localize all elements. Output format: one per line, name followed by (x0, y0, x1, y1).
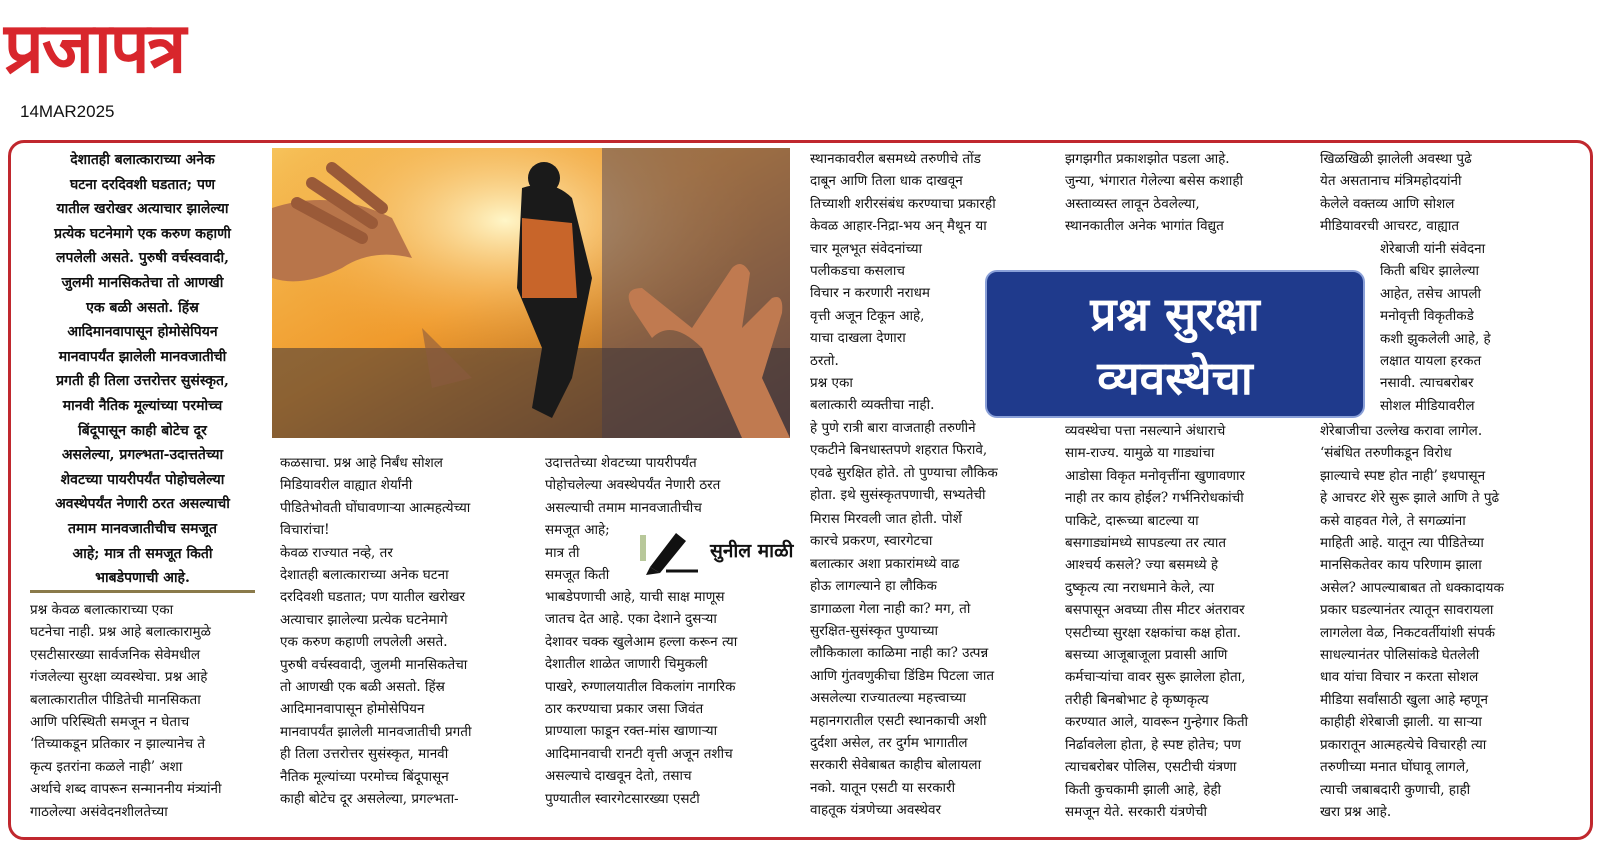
column-6-text: शेरेबाजीचा उल्लेख करावा लागेल. ‘संबंधित तरुणीकडून विरोध झाल्याचे स्पष्ट होत नाही’ इथपासून हे आचरट शेरे सुरू झाले आणि ते पुढे कसे वाहवत गेले, ते सगळ्यांना माहिती आहे. यातून त्या पीडितेच्या मानसिकतेवर काय परिणाम झाला असेल? आपल्याबाबत तो धक्कादायक प्रकार घडल्यानंतर त्यातून सावरायला लागलेला वेळ, निकटवर्तीयांशी संपर्क साधल्यानंतर पोलिसांकडे घेतलेली धाव यांचा विचार न करता सोशल मीडिया सर्वांसाठी खुला आहे म्हणून काहीही शेरेबाजी झाली. या साऱ्या प्रकारातून आत्महत्येचे विचारही त्या तरुणीच्या मनात घोंघावू लागले, त्याची जबाबदारी कुणाची, हाही खरा प्रश्न आहे. (1320, 423, 1504, 820)
headline-line-2: व्यवस्थेचा (1097, 351, 1253, 405)
headline-box (985, 270, 1365, 418)
column-3-text: भाबडेपणाची आहे, याची साक्ष माणूस जातच देत आहे. एका देशाने दुसऱ्या देशावर चक्क खुलेआम हल्ला करून त्या देशातील शाळेत जाणारी चिमुकली पाखरे, रुग्णालयातील विकलांग नागरिक ठार करण्याचा प्रकार जसा जिवंत प्राण्याला फाडून रक्त-मांस खाणाऱ्या आदिमानवाची रानटी वृत्ती अजून तशीच असल्याचे दाखवून देतो, तसाच पुण्यातील स्वारगेटसारख्या एसटी (545, 589, 738, 807)
column-2-text: कळसाचा. प्रश्न आहे निर्बंध सोशल मिडियावरील वाह्यात शेर्यांनी पीडितेभोवती घोंघावणाऱ्या आत्महत्येच्या विचारांचा! केवळ राज्यात नव्हे, तर देशातही बलात्काराच्या अनेक घटना दरदिवशी घडतात; पण यातील खरोखर अत्याचार झालेल्या प्रत्येक घटनेमागे एक करुण कहाणी लपलेली असते. पुरुषी वर्चस्ववादी, जुलमी मानसिकतेचा तो आणखी एक बळी असतो. हिंस्र आदिमानवापासून होमोसेपियन मानवापर्यंत झालेली मानवजातीची प्रगती ही तिला उत्तरोत्तर सुसंस्कृत, मानवी नैतिक मूल्यांच्या परमोच्च बिंदूपासून काही बोटेच दूर असलेल्या, प्रगल्भता- (280, 455, 472, 808)
column-6-top-text: खिळखिळी झालेली अवस्था पुढे येत असतानाच मंत्रिमहोदयांनी केलेले वक्तव्य आणि सोशल मीडियावरची आचरट, वाह्यात (1320, 151, 1472, 235)
illustration-image (272, 148, 790, 438)
column-5-text: व्यवस्थेचा पत्ता नसल्याने अंधाराचे साम-राज्य. यामुळे या गाड्यांचा आडोसा विकृत मनोवृत्तींना खुणावणार नाही तर काय होईल? गर्भनिरोधकांची पाकिटे, दारूच्या बाटल्या या बसगाड्यांमध्ये सापडल्या तर त्यात आश्चर्य कसले? ज्या बसमध्ये हे दुष्कृत्य त्या नराधमाने केले, त्या बसपासून अवघ्या तीस मीटर अंतरावर एसटीच्या सुरक्षा रक्षकांचा कक्ष होता. बसच्या आजूबाजूला प्रवासी आणि कर्मचाऱ्यांचा वावर सुरू झालेला होता, तरीही बिनबोभाट हे कृष्णकृत्य करण्यात आले, यावरून गुन्हेगार किती निर्ढावलेला होता, हे स्पष्ट होतेच; पण त्याचबरोबर पोलिस, एसटीची यंत्रणा किती कुचकामी झाली आहे, हेही समजून येते. सरकारी यंत्रणेची (1065, 423, 1249, 820)
article-illustration (272, 148, 790, 438)
column-3-top-text: उदात्ततेच्या शेवटच्या पायरीपर्यंत पोहोचलेल्या अवस्थेपर्यंत नेणारी ठरत असल्याची तमाम मानवजातीचीच समजूत आहे; मात्र ती समजूत किती (545, 455, 721, 584)
author-name: सुनील माळी (710, 540, 794, 562)
column-4-text: मिरास मिरवली जात होती. पोर्शे कारचे प्रकरण, स्वारगेटचा बलात्कार अशा प्रकारांमध्ये वाढ होऊ लागल्याने हा लौकिक डागाळला गेला नाही का? मग, तो सुरक्षित-सुसंस्कृत पुण्याच्या लौकिकाला काळिमा नाही का? उत्पन्न आणि गुंतवणुकीचा डिंडिम पिटला जात असलेल्या राज्यातल्या महत्त्वाच्या महानगरातील एसटी स्थानकाची अशी दुर्दशा असेल, तर दुर्गम भागातील सरकारी सेवेबाबत काहीच बोलायला नको. यातून एसटी या सरकारी वाहतूक यंत्रणेच्या अवस्थेवर (810, 511, 995, 819)
lead-paragraph: देशातही बलात्काराच्या अनेक घटना दरदिवशी घडतात; पण यातील खरोखर अत्याचार झालेल्या प्रत्येक घटनेमागे एक करुण कहाणी लपलेली असते. पुरुषी वर्चस्ववादी, जुलमी मानसिकतेचा तो आणखी एक बळी असतो. हिंस्र आदिमानवापासून होमोसेपियन मानवापर्यंत झालेली मानवजातीची प्रगती ही तिला उत्तरोत्तर सुसंस्कृत, मानवी नैतिक मूल्यांच्या परमोच्च बिंदूपासून काही बोटेच दूर असलेल्या, प्रगल्भता-उदात्ततेच्या शेवटच्या पायरीपर्यंत पोहोचलेल्या अवस्थेपर्यंत नेणारी ठरत असल्याची तमाम मानवजातीचीच समजूत आहे; मात्र ती समजूत किती भाबडेपणाची आहे. (54, 152, 231, 587)
column-1-text: प्रश्न केवळ बलात्काराच्या एका घटनेचा नाही. प्रश्न आहे बलात्कारामुळे एसटीसारख्या सार्वजनिक सेवेमधील गंजलेल्या सुरक्षा व्यवस्थेचा. प्रश्न आहे बलात्कारातील पीडितेची मानसिकता आणि परिस्थिती समजून न घेताच ‘तिच्याकडून प्रतिकार न झाल्यानेच ते कृत्य इतरांना कळले नाही’ अशा अर्थाचे शब्द वापरून सन्माननीय मंत्र्यांनी गाठलेल्या असंवेदनशीलतेच्या (30, 602, 222, 820)
masthead-logo: प्रजापत्र (4, 7, 185, 89)
column-4-top-text: स्थानकावरील बसमध्ये तरुणीचे तोंड दाबून आणि तिला धाक दाखवून तिच्याशी शरीरसंबंध करण्याचा प्रकारही केवळ आहार-निद्रा-भय अन् मैथून या चार मूलभूत संवेदनांच्या पलीकडचा कसलाच विचार न करणारी नराधम वृत्ती अजून टिकून आहे, याचा दाखला देणारा ठरतो. प्रश्न एका बलात्कारी व्यक्तीचा नाही. हे पुणे रात्री बारा वाजताही तरुणीने एकटीने बिनधास्तपणे शहरात फिरावे, एवढे सुरक्षित होते. तो पुण्याचा लौकिक होता. इथे सुसंस्कृतपणाची, सभ्यतेची (810, 151, 998, 504)
lead-divider (30, 590, 255, 593)
publication-date: 14MAR2025 (20, 102, 115, 121)
author-byline (640, 527, 825, 579)
headline-line-1: प्रश्न सुरक्षा (1090, 287, 1260, 341)
column-5-top-text: झगझगीत प्रकाशझोत पडला आहे. जुन्या, भंगारात गेलेल्या बसेस कशाही अस्ताव्यस्त लावून ठेवलेल्या, स्थानकातील अनेक भागांत विद्युत (1065, 151, 1244, 235)
pen-icon (640, 527, 700, 577)
column-6-mid-text: शेरेबाजी यांनी संवेदना किती बधिर झालेल्या आहेत, तसेच आपली मनोवृत्ती विकृतीकडे कशी झुकलेली आहे, हे लक्षात यायला हरकत नसावी. त्याचबरोबर सोशल मीडियावरील (1380, 241, 1491, 414)
